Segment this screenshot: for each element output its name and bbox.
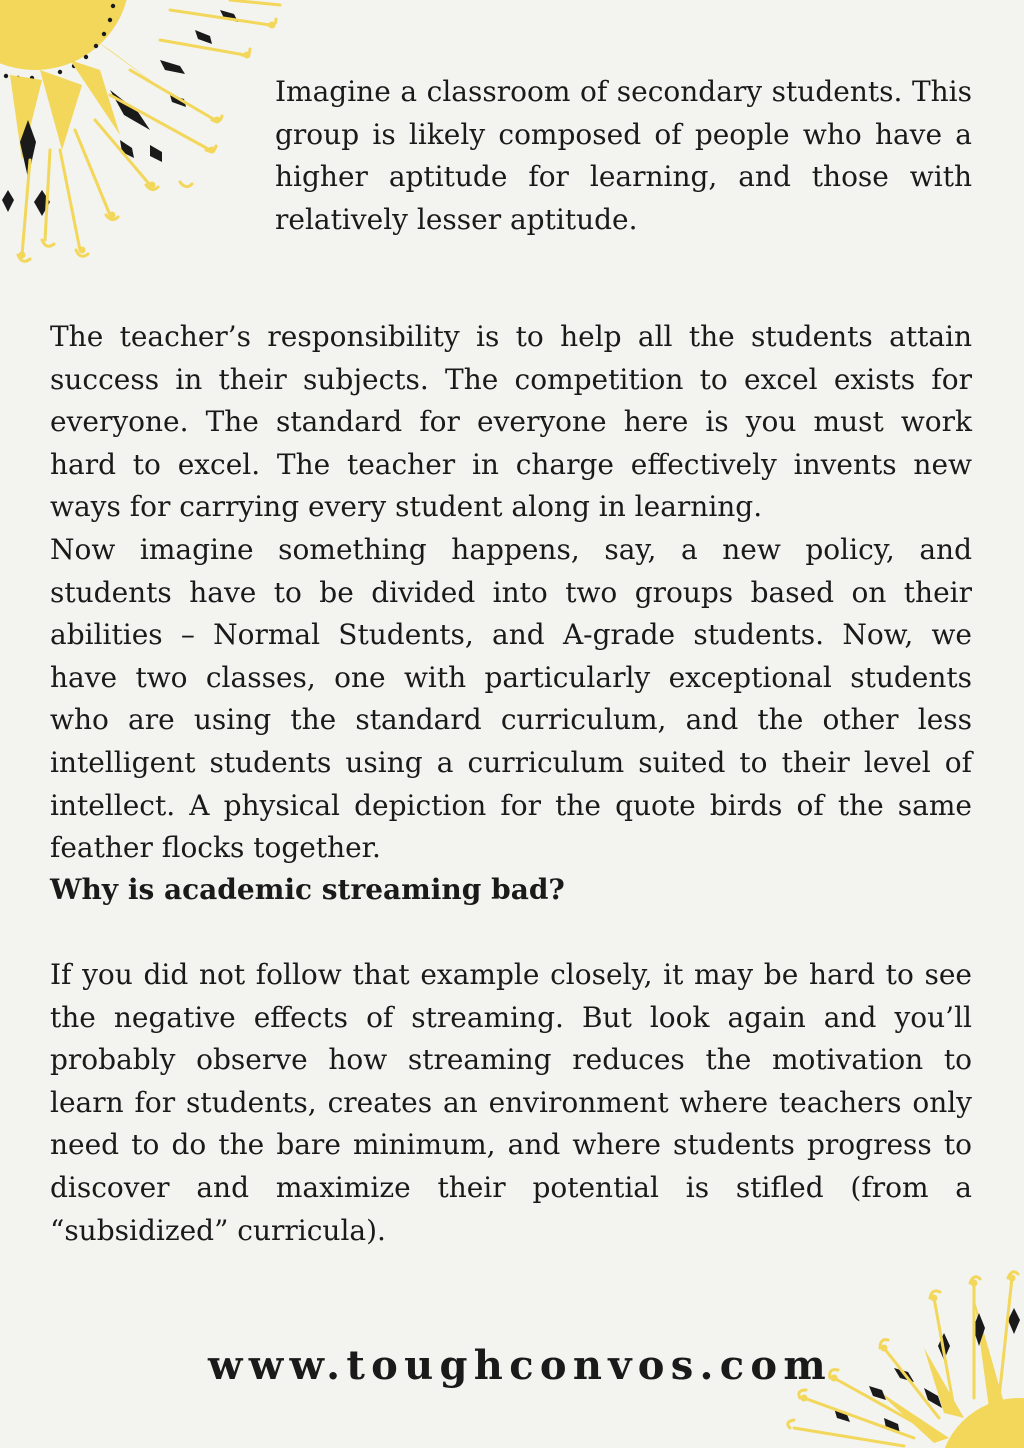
intro-paragraph: Imagine a classroom of secondary students. This group is likely composed of people who have a higher aptitude for learning, and those with relatively lesser aptitude. — [275, 75, 972, 236]
footer-website: www.toughconvos.com — [208, 1342, 833, 1389]
body-paragraph: If you did not follow that example closely, it may be hard to see the negative effects of streaming. But look again and you’ll probably observe how streaming reduces the motivation to learn for students, creates an environment where teachers only need to do the bare minimum, and where students progress to discover and maximize their potential is stifled (from a “subsidized” curricula). — [50, 958, 972, 1247]
body-paragraph: Now imagine something happens, say, a new policy, and students have to be divided into two groups based on their abilities – Normal Students, and A-grade students. Now, we have two classes, one with particularly exceptional students who are using the standard curriculum, and the other less intelligent students using a curriculum suited to their level of intellect. A physical depiction for the quote birds of the same feather flocks together. — [50, 533, 972, 865]
sunburst-ornament-icon — [0, 0, 300, 280]
section-heading: Why is academic streaming bad? — [50, 873, 565, 906]
body-paragraph: The teacher’s responsibility is to help all the students attain success in their subjects. The competition to excel exists for everyone. The standard for everyone here is you must work hard to excel. The teacher in charge effectively invents new ways for carrying every student along in learning. — [50, 320, 972, 524]
